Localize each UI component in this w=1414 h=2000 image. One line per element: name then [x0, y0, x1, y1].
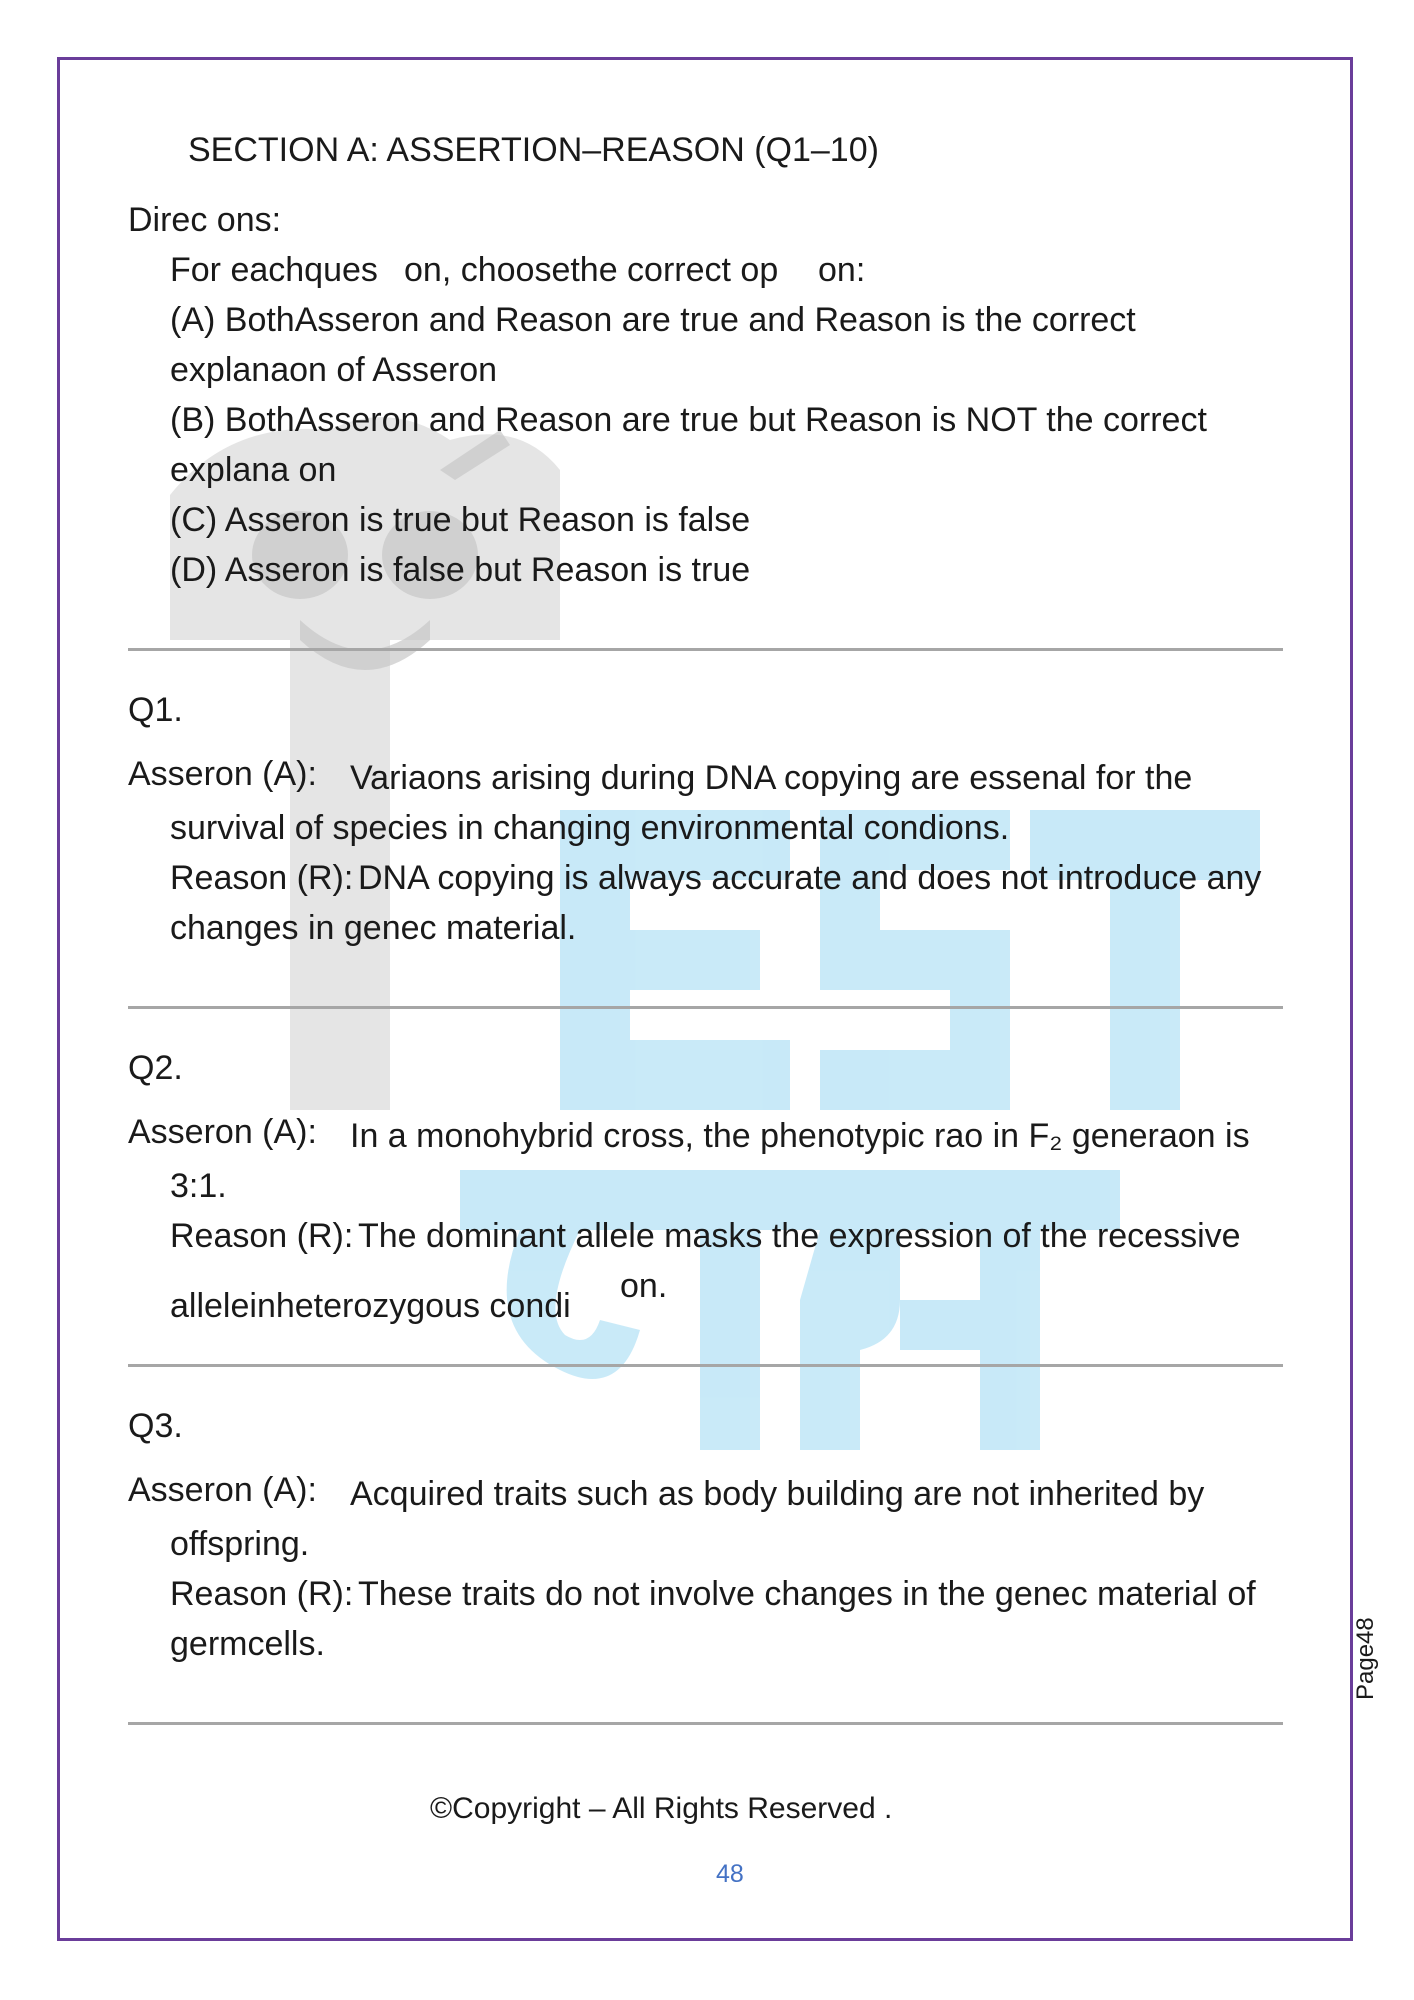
reason-text-line2-part2: on. — [620, 1267, 668, 1305]
option-b-line2: explana on — [170, 451, 337, 489]
assertion-text-line2: survival of species in changing environmental condions. — [170, 809, 1010, 847]
assertion-label: Asseron (A): — [128, 1113, 317, 1151]
reason-text-line2: changes in genec material. — [170, 909, 577, 947]
copyright-text: ©Copyright – All Rights Reserved . — [430, 1792, 893, 1825]
reason-text-line2-part1: alleleinheterozygous condi — [170, 1287, 571, 1325]
option-a-line2: explanaon of Asseron — [170, 351, 498, 389]
reason-text-line1: These traits do not involve changes in the genec material of — [358, 1575, 1256, 1613]
assertion-label: Asseron (A): — [128, 755, 317, 793]
section-title: SECTION A: ASSERTION–REASON (Q1–10) — [188, 131, 879, 169]
option-d: (D) Asseron is false but Reason is true — [170, 551, 751, 589]
divider — [128, 1006, 1283, 1009]
option-c: (C) Asseron is true but Reason is false — [170, 501, 751, 539]
reason-text-line1: The dominant allele masks the expression of the recessive — [358, 1217, 1241, 1255]
option-b-line1: (B) BothAsseron and Reason are true but Reason is NOT the correct — [170, 401, 1207, 439]
assertion-text-line2: 3:1. — [170, 1167, 227, 1205]
question-number: Q1. — [128, 691, 183, 729]
directions-instruction-part1: For eachques — [170, 251, 378, 289]
reason-label: Reason (R): — [170, 859, 354, 897]
directions-instruction-part2: on, choosethe correct op — [404, 251, 779, 289]
directions-label: Direc ons: — [128, 201, 282, 239]
divider — [128, 648, 1283, 651]
reason-label: Reason (R): — [170, 1217, 354, 1255]
reason-text-line2: germcells. — [170, 1625, 325, 1663]
assertion-text-line1: In a monohybrid cross, the phenotypic rao in F₂ generaon is — [350, 1117, 1250, 1155]
page-number: 48 — [716, 1860, 744, 1888]
divider — [128, 1364, 1283, 1367]
question-number: Q2. — [128, 1049, 183, 1087]
option-a-line1: (A) BothAsseron and Reason are true and Reason is the correct — [170, 301, 1136, 339]
divider — [128, 1722, 1283, 1725]
side-page-label: Page48 — [1352, 1617, 1379, 1700]
assertion-text-line1: Acquired traits such as body building are not inherited by — [350, 1475, 1205, 1513]
reason-label: Reason (R): — [170, 1575, 354, 1613]
reason-text-line1: DNA copying is always accurate and does not introduce any — [358, 859, 1262, 897]
assertion-text-line1: Variaons arising during DNA copying are essenal for the — [350, 759, 1193, 797]
directions-instruction-part3: on: — [818, 251, 866, 289]
question-number: Q3. — [128, 1407, 183, 1445]
assertion-text-line2: offspring. — [170, 1525, 310, 1563]
assertion-label: Asseron (A): — [128, 1471, 317, 1509]
